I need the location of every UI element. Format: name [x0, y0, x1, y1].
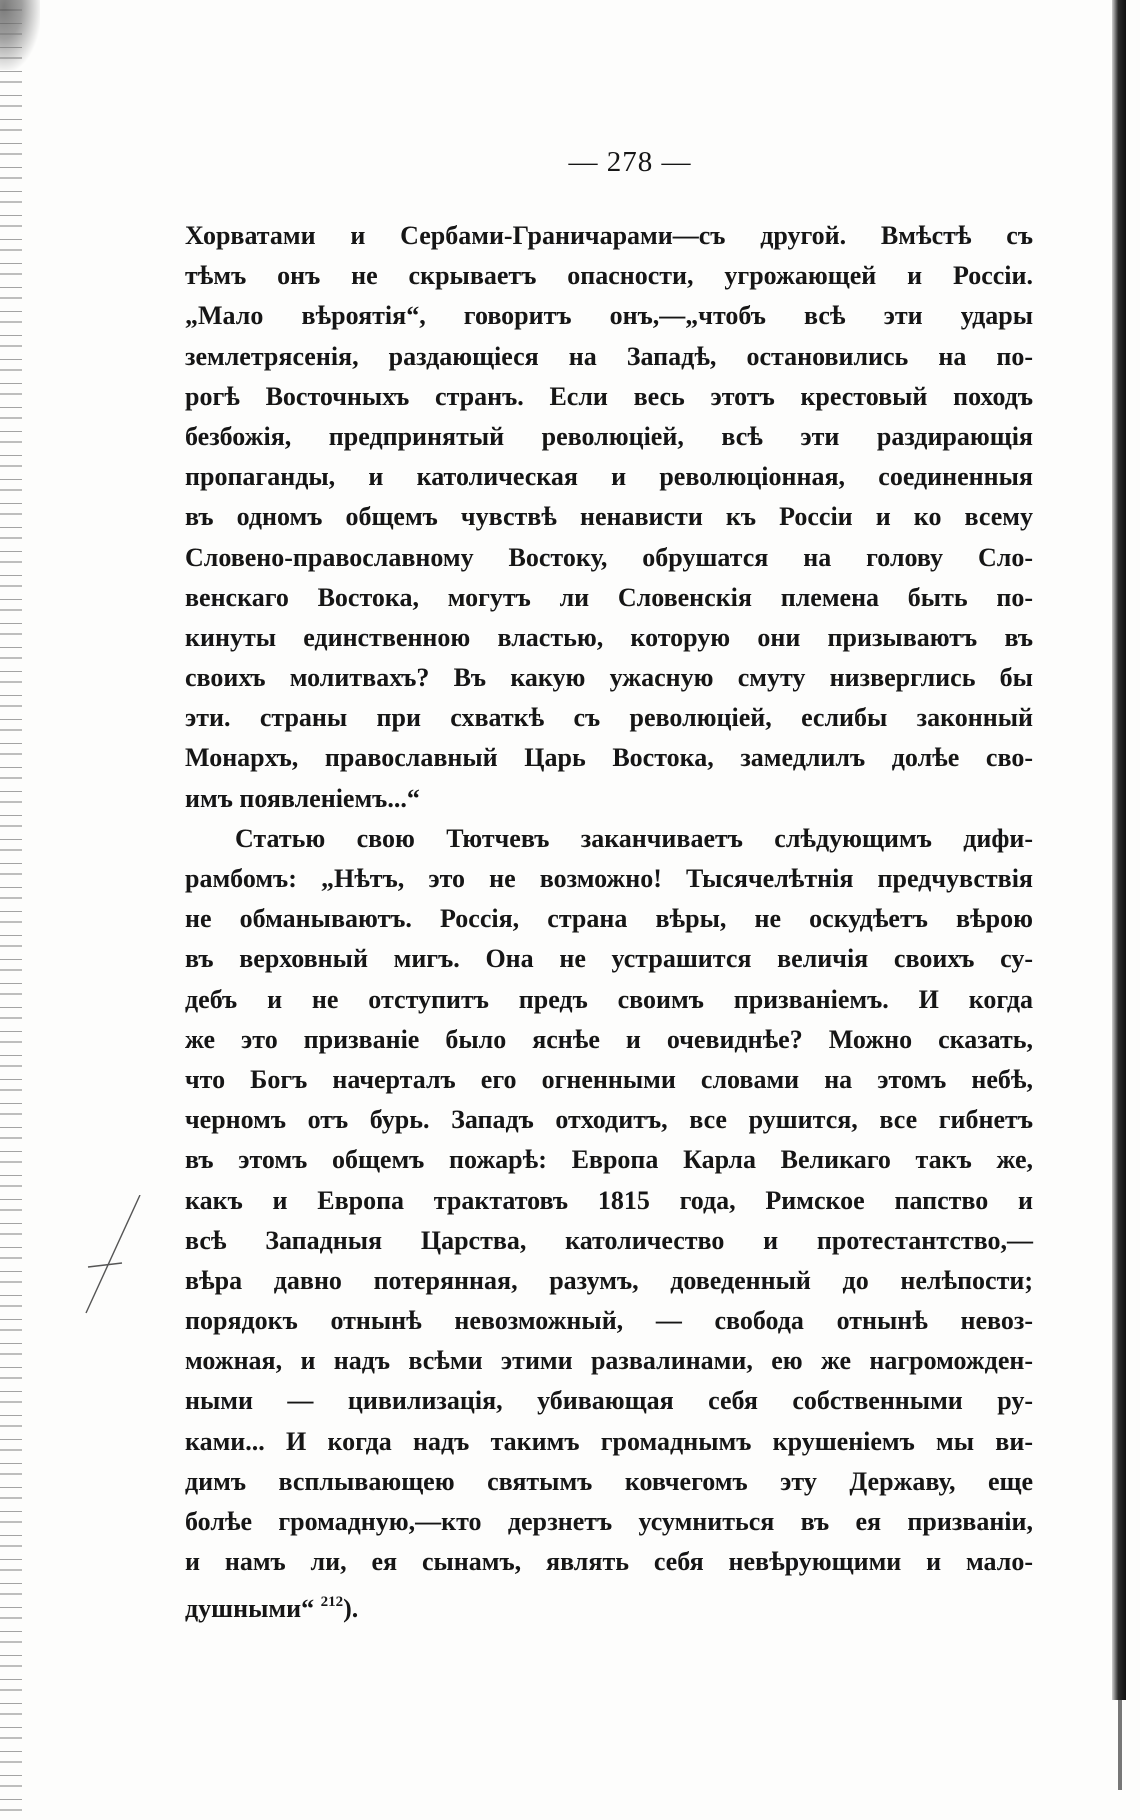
- footnote-reference: 212: [320, 1594, 344, 1611]
- final-line-text: душными“: [185, 1594, 315, 1624]
- text-line: эти. страны при схваткѣ съ революціей, еслибы законный: [185, 703, 1033, 733]
- text-line: вѣра давно потерянная, разумъ, доведенный до нелѣпости;: [185, 1265, 1033, 1295]
- page-right-edge-mark: [1118, 1700, 1122, 1790]
- paragraph-2: [185, 819, 1033, 1623]
- page-right-edge-shadow: [1112, 0, 1126, 1700]
- text-line: Статью свою Тютчевъ заканчиваетъ слѣдующимъ дифи-: [235, 823, 1033, 853]
- text-line: рамбомъ: „Нѣтъ, это не возможно! Тысячелѣтнія предчувствія: [185, 864, 1033, 893]
- text-line-final: [185, 1582, 1033, 1622]
- page-left-edge-scan-artifact: [0, 0, 22, 1820]
- text-line: имъ появленіемъ...“: [185, 783, 420, 813]
- pencil-margin-mark: [78, 1195, 158, 1315]
- text-line: же это призваніе было яснѣе и очевиднѣе? Можно сказать,: [185, 1024, 1033, 1054]
- text-line: можная, и надъ всѣми этими развалинами, ею же нагроможден-: [185, 1346, 1033, 1376]
- text-line: венскаго Востока, могутъ ли Словенскія племена быть по-: [185, 582, 1033, 612]
- body-text: [185, 216, 1033, 1623]
- text-line: порядокъ отнынѣ невозможный, — свобода отнынѣ невоз-: [185, 1306, 1033, 1336]
- page-corner-scan-artifact: [0, 0, 40, 70]
- page-number: — 278 —: [568, 146, 692, 178]
- final-line-tail: ).: [343, 1594, 359, 1624]
- text-line: кинуты единственною властью, которую они призываютъ въ: [185, 622, 1033, 652]
- text-line: и намъ ли, ея сынамъ, являть себя невѣрующими и мало-: [185, 1547, 1033, 1577]
- text-line: въ одномъ общемъ чувствѣ ненависти къ Россіи и ко всему: [185, 502, 1033, 532]
- text-line: въ верховный мигъ. Она не устрашится величія своихъ су-: [185, 944, 1033, 974]
- text-line: болѣе громадную,—кто дерзнетъ усумниться въ ея призваніи,: [185, 1507, 1033, 1536]
- text-line: Хорватами и Сербами-Граничарами—съ другой. Вмѣстѣ съ: [185, 221, 1033, 250]
- text-line: пропаганды, и католическая и революціонная, соединенныя: [185, 462, 1033, 492]
- text-line: своихъ молитвахъ? Въ какую ужасную смуту низверглись бы: [185, 663, 1033, 693]
- text-line: Монархъ, православный Царь Востока, замедлилъ долѣе сво-: [185, 743, 1033, 773]
- text-line: черномъ отъ бурь. Западъ отходитъ, все рушится, все гибнетъ: [185, 1105, 1033, 1135]
- paragraph-1: [185, 216, 1033, 819]
- text-line: какъ и Европа трактатовъ 1815 года, Римское папство и: [185, 1185, 1033, 1215]
- text-line: въ этомъ общемъ пожарѣ: Европа Карла Великаго такъ же,: [185, 1145, 1033, 1175]
- text-line: димъ всплывающею святымъ ковчегомъ эту Державу, еще: [185, 1466, 1033, 1496]
- text-line: дебъ и не отступитъ предъ своимъ призваніемъ. И когда: [185, 984, 1033, 1014]
- text-line: землетрясенія, раздающіеся на Западѣ, остановились на по-: [185, 341, 1033, 371]
- text-line: ками... И когда надъ такимъ громаднымъ крушеніемъ мы ви-: [185, 1426, 1033, 1456]
- text-line: не обманываютъ. Россія, страна вѣры, не оскудѣетъ вѣрою: [185, 904, 1033, 934]
- text-line: Словено-православному Востоку, обрушатся на голову Сло-: [185, 542, 1033, 572]
- text-line: что Богъ начерталъ его огненными словами на этомъ небѣ,: [185, 1064, 1033, 1094]
- text-line: всѣ Западныя Царства, католичество и протестантство,—: [185, 1225, 1033, 1255]
- text-line: ными — цивилизація, убивающая себя собственными ру-: [185, 1386, 1033, 1416]
- text-line: безбожія, предпринятый революціей, всѣ эти раздирающія: [185, 421, 1033, 451]
- text-line: „Мало вѣроятія“, говоритъ онъ,—„чтобъ всѣ эти удары: [185, 301, 1033, 331]
- text-line: тѣмъ онъ не скрываетъ опасности, угрожающей и Россіи.: [185, 261, 1033, 291]
- text-line: рогѣ Восточныхъ странъ. Если весь этотъ крестовый походъ: [185, 381, 1033, 411]
